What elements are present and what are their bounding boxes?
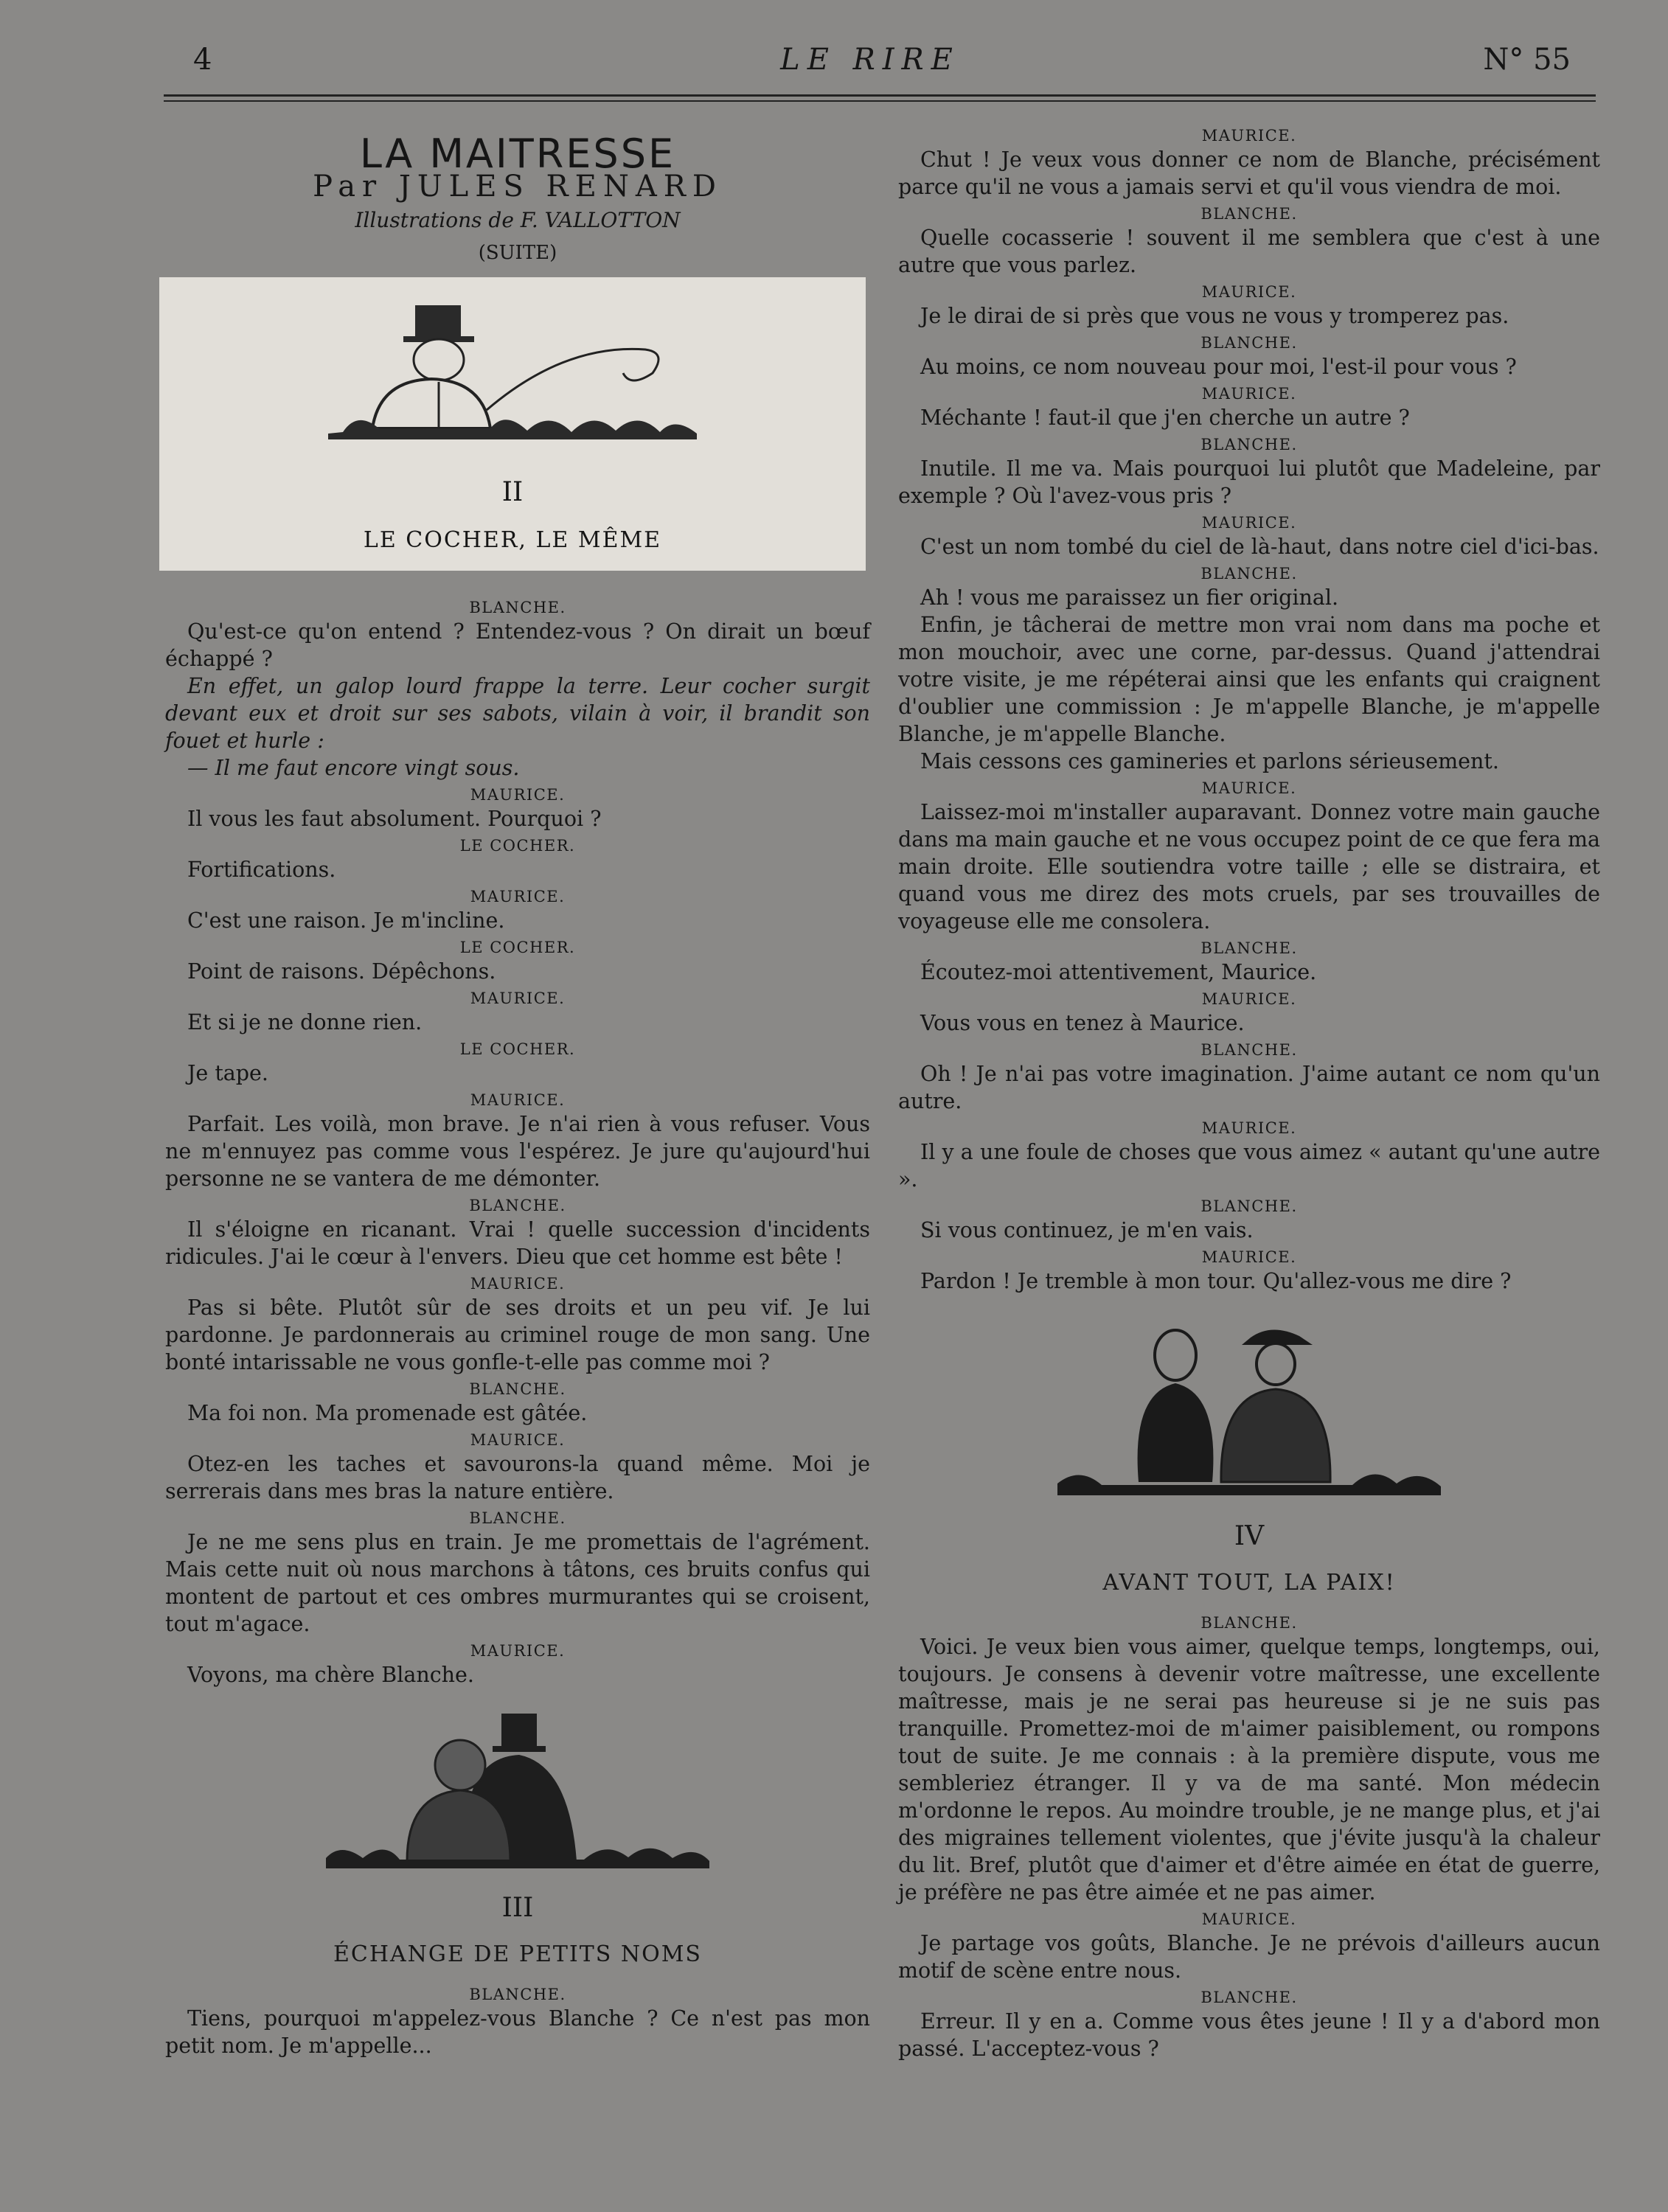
dialogue-line: Laissez-moi m'installer auparavant. Donnez votre main gauche dans ma main gauche et ne vous occupez point de ce que fera ma main droite. Elle soutiendra votre taille ; elle se distraira, et quand vous me direz des mots cruels, par ses trouvailles de voyageuse elle me consolera. bbox=[898, 800, 1600, 933]
dialogue-line: C'est un nom tombé du ciel de là-haut, dans notre ciel d'ici-bas. bbox=[920, 535, 1599, 559]
speaker-label: MAURICE. bbox=[1201, 1910, 1297, 1928]
left-column bbox=[165, 122, 870, 2059]
couple-vignette bbox=[165, 1714, 870, 1882]
dialogue-line: Méchante ! faut-il que j'en cherche un autre ? bbox=[920, 406, 1410, 430]
dialogue-line: Je le dirai de si près que vous ne vous y tromperez pas. bbox=[920, 304, 1509, 328]
dialogue-line: Écoutez-moi attentivement, Maurice. bbox=[920, 960, 1317, 984]
dialogue-line: Point de raisons. Dépêchons. bbox=[187, 959, 496, 984]
dialogue-line: Ah ! vous me paraissez un fier original. bbox=[920, 585, 1339, 610]
article-title: LA MAITRESSE bbox=[359, 131, 676, 177]
dialogue-line: Fortifications. bbox=[187, 858, 336, 882]
dialogue-block bbox=[898, 125, 1600, 1295]
speaker-label: MAURICE. bbox=[470, 1431, 566, 1449]
speaker-label: LE COCHER. bbox=[459, 1040, 576, 1058]
dialogue-line: Voyons, ma chère Blanche. bbox=[187, 1663, 474, 1687]
dialogue-line: Si vous continuez, je m'en vais. bbox=[920, 1218, 1254, 1242]
speaker-label: MAURICE. bbox=[1201, 385, 1297, 403]
dialogue-line: Inutile. Il me va. Mais pourquoi lui plutôt que Madeleine, par exemple ? Où l'avez-vous pris ? bbox=[898, 456, 1600, 508]
speaker-label: BLANCHE. bbox=[1200, 565, 1298, 582]
speaker-label: LE COCHER. bbox=[459, 837, 576, 855]
speaker-label: MAURICE. bbox=[1201, 1119, 1297, 1137]
issue-number: N° 55 bbox=[1483, 43, 1571, 77]
page-number: 4 bbox=[193, 43, 212, 77]
speaker-label: BLANCHE. bbox=[1200, 436, 1298, 453]
dialogue-line: C'est une raison. Je m'incline. bbox=[187, 908, 505, 933]
section-number: IV bbox=[1234, 1521, 1265, 1551]
speaker-label: BLANCHE. bbox=[469, 1197, 566, 1214]
speaker-label: MAURICE. bbox=[470, 1091, 566, 1109]
section-ii-header bbox=[159, 277, 866, 571]
running-header bbox=[162, 43, 1578, 87]
dialogue-block bbox=[165, 597, 870, 1688]
dialogue-line: Parfait. Les voilà, mon brave. Je n'ai rien à vous refuser. Vous ne m'ennuyez pas comme vous l'espérez. Je jure qu'aujourd'hui personne ne se vantera de me démonter. bbox=[165, 1112, 870, 1191]
dialogue-line: Et si je ne donne rien. bbox=[187, 1010, 423, 1034]
speaker-label: BLANCHE. bbox=[1200, 205, 1298, 223]
header-rule bbox=[164, 94, 1596, 97]
speaker-label: MAURICE. bbox=[470, 786, 566, 804]
dialogue-line: Au moins, ce nom nouveau pour moi, l'est-il pour vous ? bbox=[920, 355, 1517, 379]
speaker-label: MAURICE. bbox=[470, 888, 566, 905]
section-title: AVANT TOUT, LA PAIX! bbox=[1102, 1570, 1396, 1596]
two-figures-vignette bbox=[898, 1320, 1600, 1511]
section-number: III bbox=[501, 1893, 534, 1923]
dialogue-line: Mais cessons ces gamineries et parlons sérieusement. bbox=[920, 749, 1499, 773]
dialogue-line: Je tape. bbox=[187, 1061, 268, 1085]
dialogue-line: Oh ! Je n'ai pas votre imagination. J'aime autant ce nom qu'un autre. bbox=[898, 1062, 1600, 1113]
speaker-label: BLANCHE. bbox=[1200, 1614, 1298, 1632]
dialogue-line: Otez-en les taches et savourons-la quand même. Moi je serrerais dans mes bras la nature entière. bbox=[165, 1452, 870, 1503]
dialogue-line: Pas si bête. Plutôt sûr de ses droits et un peu vif. Je lui pardonne. Je pardonnerais au criminel rouge de mon sang. Une bonté intarissable ne vous gonfle-t-elle pas comme moi ? bbox=[165, 1295, 870, 1374]
speaker-label: MAURICE. bbox=[470, 1275, 566, 1293]
speaker-label: BLANCHE. bbox=[1200, 1041, 1298, 1059]
dialogue-line: Ma foi non. Ma promenade est gâtée. bbox=[187, 1401, 588, 1425]
section-title: ÉCHANGE DE PETITS NOMS bbox=[333, 1941, 702, 1967]
speaker-label: BLANCHE. bbox=[1200, 1197, 1298, 1215]
speaker-label: LE COCHER. bbox=[459, 939, 576, 956]
dialogue-line: Voici. Je veux bien vous aimer, quelque temps, longtemps, oui, toujours. Je consens à devenir votre maîtresse, une excellente maîtresse, mais je ne serai pas heureuse si je ne suis pas tranquille. Promettez-moi de m'aimer paisiblement, ou rompons tout de suite. Je me connais : à la première dispute, vous me sembleriez étranger. Il y va de ma santé. Mon médecin m'ordonne le repos. Au moindre trouble, je ne mange plus, et j'ai des migraines tellement violentes, que j'évite jusqu'à la chaleur du lit. Bref, plutôt que d'aimer et d'être aimée en état de guerre, je préfère ne pas être aimée et ne pas aimer. bbox=[898, 1635, 1600, 1905]
journal-title: LE RIRE bbox=[780, 43, 960, 77]
dialogue-block bbox=[898, 1613, 1600, 2062]
speaker-label: MAURICE. bbox=[1201, 779, 1297, 797]
dialogue-line: Il vous les faut absolument. Pourquoi ? bbox=[187, 807, 602, 831]
speaker-label: MAURICE. bbox=[1201, 990, 1297, 1008]
dialogue-line: Il y a une foule de choses que vous aimez « autant qu'une autre ». bbox=[898, 1140, 1600, 1192]
dialogue-block bbox=[165, 1984, 870, 2059]
dialogue-line: Tiens, pourquoi m'appelez-vous Blanche ? Ce n'est pas mon petit nom. Je m'appelle... bbox=[165, 2006, 870, 2058]
speaker-label: BLANCHE. bbox=[1200, 939, 1298, 957]
dialogue-line: Chut ! Je veux vous donner ce nom de Blanche, précisément parce qu'il ne vous a jamais servi et qu'il vous viendra de moi. bbox=[898, 147, 1600, 199]
stage-direction: En effet, un galop lourd frappe la terre. Leur cocher surgit devant eux et droit sur ses sabots, vilain à voir, il brandit son fouet et hurle : bbox=[165, 674, 870, 753]
speaker-label: BLANCHE. bbox=[469, 1380, 566, 1398]
continued-note: (SUITE) bbox=[478, 242, 557, 264]
two-figures-illustration bbox=[1057, 1320, 1441, 1504]
dialogue-line: Qu'est-ce qu'on entend ? Entendez-vous ? On dirait un bœuf échappé ? bbox=[165, 619, 870, 671]
speaker-label: MAURICE. bbox=[1201, 514, 1297, 532]
dialogue-line: Enfin, je tâcherai de mettre mon vrai nom dans ma poche et mon mouchoir, avec une corne, par-dessus. Quand j'attendrai votre visite, je me répéterai ainsi que les enfants qui craignent d'oublier une commission : Je m'appelle Blanche, je m'appelle Blanche, je m'appelle Blanche. bbox=[898, 613, 1600, 746]
dialogue-line: Pardon ! Je tremble à mon tour. Qu'allez-vous me dire ? bbox=[920, 1269, 1512, 1293]
speaker-label: MAURICE. bbox=[470, 990, 566, 1007]
speaker-label: BLANCHE. bbox=[1200, 1989, 1298, 2006]
speaker-label: MAURICE. bbox=[1201, 1248, 1297, 1266]
speaker-label: MAURICE. bbox=[1201, 283, 1297, 301]
speaker-label: BLANCHE. bbox=[469, 1986, 566, 2003]
speaker-label: BLANCHE. bbox=[469, 599, 566, 616]
coachman-illustration bbox=[321, 299, 704, 454]
speaker-label: BLANCHE. bbox=[469, 1509, 566, 1527]
dialogue-line: Je partage vos goûts, Blanche. Je ne prévois d'ailleurs aucun motif de scène entre nous. bbox=[898, 1931, 1600, 1983]
speaker-label: MAURICE. bbox=[470, 1642, 566, 1660]
dialogue-line: Vous vous en tenez à Maurice. bbox=[920, 1011, 1245, 1035]
speaker-label: MAURICE. bbox=[1201, 127, 1297, 145]
dialogue-line: Il s'éloigne en ricanant. Vrai ! quelle succession d'incidents ridicules. J'ai le cœur à l'envers. Dieu que cet homme est bête ! bbox=[165, 1217, 870, 1269]
section-title: LE COCHER, LE MÊME bbox=[363, 527, 662, 553]
dialogue-line: Quelle cocasserie ! souvent il me semblera que c'est à une autre que vous parlez. bbox=[898, 226, 1600, 277]
article-author: Par JULES RENARD bbox=[313, 170, 723, 204]
header-rule bbox=[164, 100, 1596, 102]
dialogue-line: Erreur. Il y en a. Comme vous êtes jeune ! Il y a d'abord mon passé. L'acceptez-vous ? bbox=[898, 2009, 1600, 2061]
illustrator-credit: Illustrations de F. VALLOTTON bbox=[355, 208, 681, 232]
couple-illustration bbox=[326, 1714, 709, 1876]
right-column bbox=[898, 122, 1600, 2062]
stage-direction: — Il me faut encore vingt sous. bbox=[187, 756, 520, 780]
speaker-label: BLANCHE. bbox=[1200, 334, 1298, 352]
section-number: II bbox=[501, 477, 524, 507]
dialogue-line: Je ne me sens plus en train. Je me promettais de l'agrément. Mais cette nuit où nous marchons à tâtons, ces bruits confus qui montent de partout et ces ombres murmurantes qui se croisent, tout m'agace. bbox=[165, 1530, 870, 1636]
